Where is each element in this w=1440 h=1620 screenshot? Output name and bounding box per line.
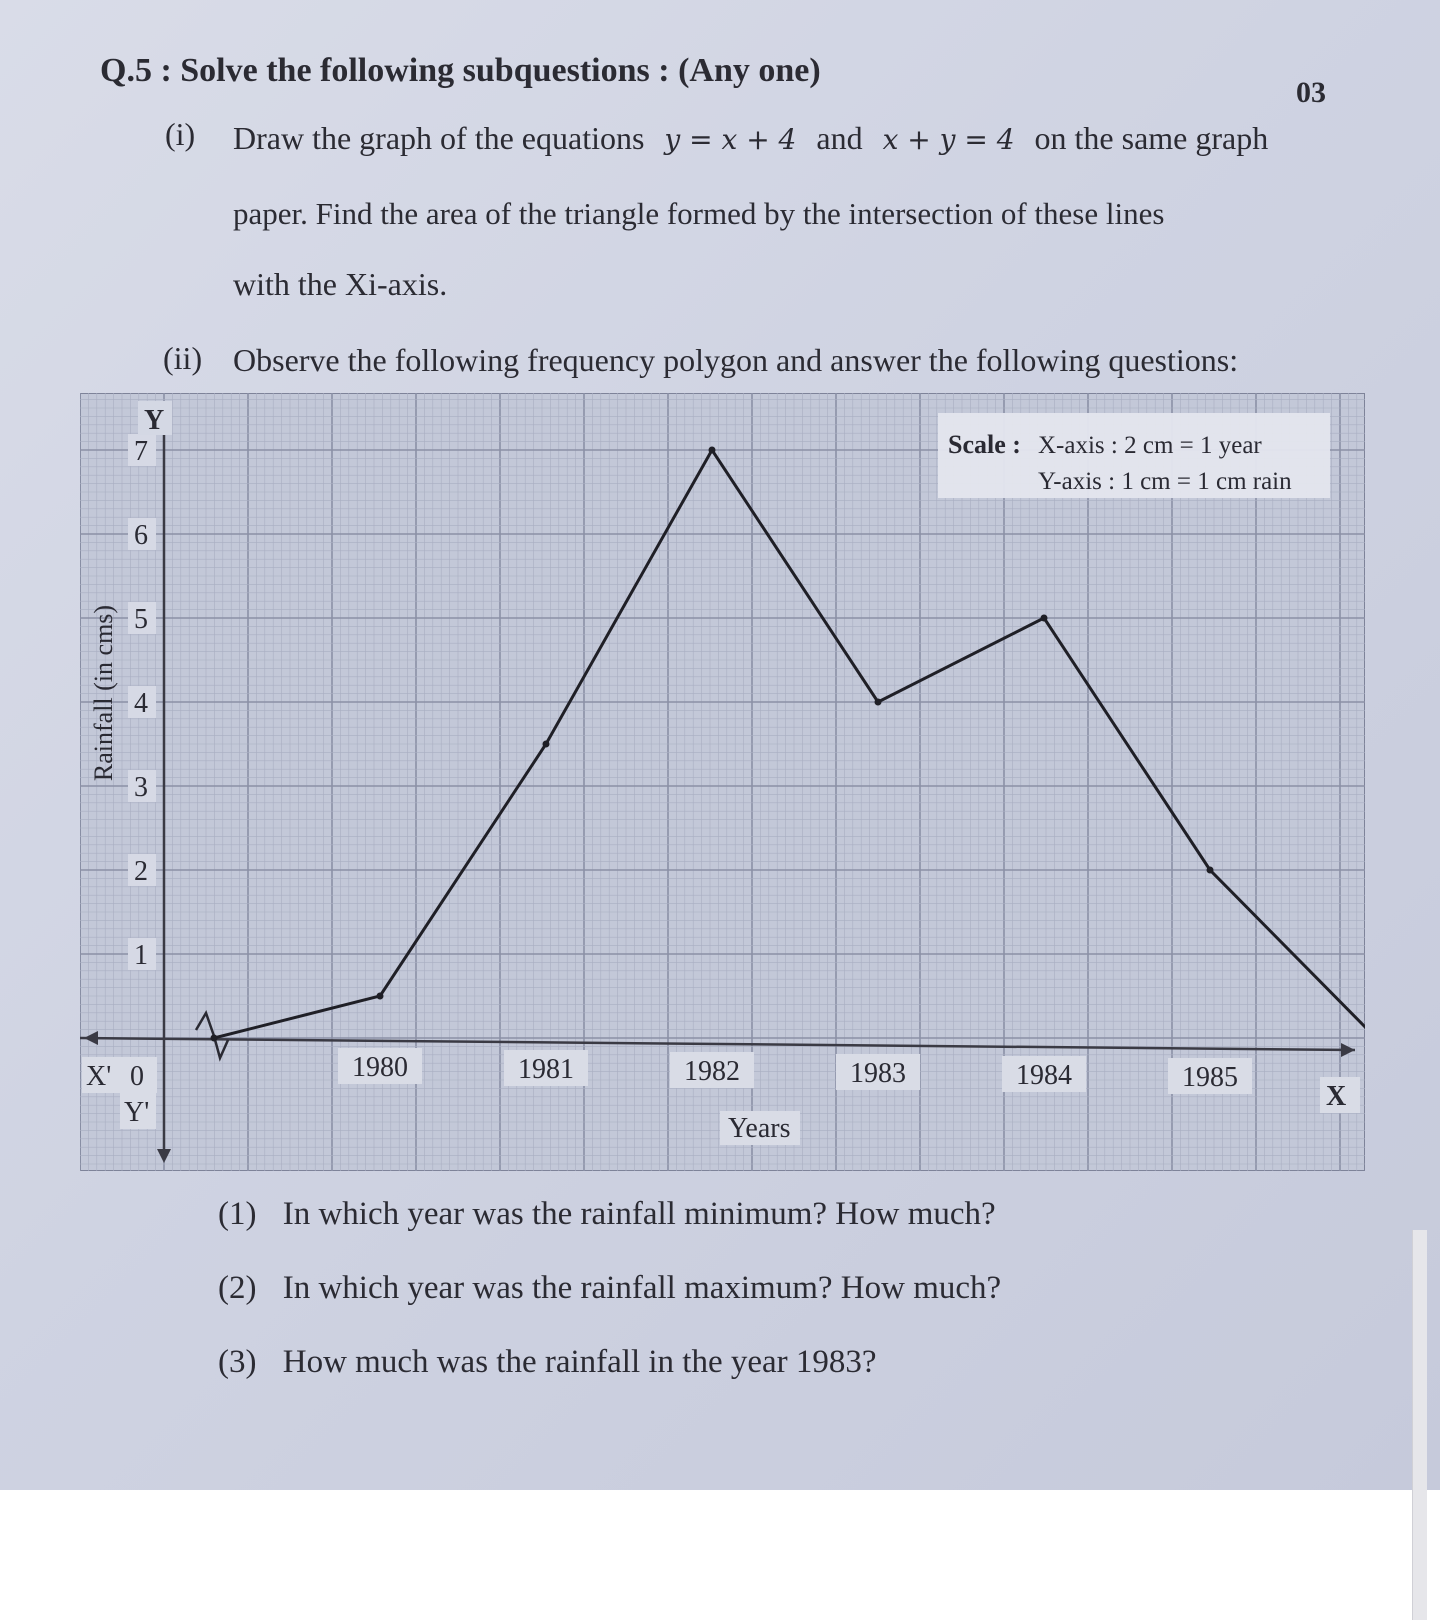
y-tick-label: 3 <box>134 772 148 803</box>
rainfall-point <box>211 1035 218 1042</box>
part-i-line3: with the Xi-axis. <box>233 266 448 302</box>
part-ii-label: (ii) <box>163 340 203 376</box>
scale-y-text: Y-axis : 1 cm = 1 cm rain <box>1038 468 1292 495</box>
part-i-text-b: and <box>816 120 863 156</box>
y-tick-label: 7 <box>134 436 148 467</box>
subquestion-1-num: (1) <box>218 1196 257 1232</box>
subquestion-3-num: (3) <box>218 1344 257 1380</box>
chart-svg <box>80 393 1365 1171</box>
y-axis-title: Rainfall (in cms) <box>89 604 118 782</box>
x-tick-label: 1980 <box>352 1052 408 1083</box>
part-ii-text: Observe the following frequency polygon and answer the following questions: <box>233 342 1239 378</box>
question-title: Q.5 : Solve the following subquestions : (Any one) <box>100 52 821 89</box>
y-tick-label: 1 <box>134 940 148 971</box>
equation-1: y = x + 4 <box>664 123 797 156</box>
equation-2: x + y = 4 <box>882 123 1015 156</box>
y-tick-label: 6 <box>134 520 148 551</box>
subquestion-2-num: (2) <box>218 1270 257 1306</box>
subquestion-3-text: How much was the rainfall in the year 1983? <box>282 1344 877 1380</box>
y-tick-label: 2 <box>134 856 148 887</box>
part-i-text-c: on the same graph <box>1034 120 1269 156</box>
origin-label: 0 <box>130 1061 144 1092</box>
y-axis-label: Y <box>144 405 165 436</box>
y-tick-label: 5 <box>134 604 148 635</box>
scale-title: Scale : <box>948 430 1021 459</box>
x-axis-title: Years <box>728 1113 791 1144</box>
rainfall-point <box>543 741 550 748</box>
part-i-text-a: Draw the graph of the equations <box>233 120 645 156</box>
frequency-polygon-chart <box>80 393 1365 1171</box>
x-tick-label: 1983 <box>850 1058 906 1089</box>
subquestion-2 <box>218 1270 1001 1307</box>
part-i-label: (i) <box>165 116 196 152</box>
x-tick-label: 1981 <box>518 1054 574 1085</box>
subquestion-3 <box>218 1344 877 1381</box>
y-tick-label: 4 <box>134 688 148 719</box>
x-axis-label: X <box>1326 1081 1347 1112</box>
subquestion-1-text: In which year was the rainfall minimum? How much? <box>282 1196 996 1232</box>
question-marks: 03 <box>1296 76 1326 109</box>
x-neg-axis-label: X' <box>86 1061 112 1092</box>
x-tick-label: 1984 <box>1016 1060 1072 1091</box>
rainfall-point <box>1207 867 1214 874</box>
part-i-line2: paper. Find the area of the triangle formed by the intersection of these lines <box>233 196 1165 231</box>
y-neg-axis-label: Y' <box>124 1097 150 1128</box>
subquestion-1 <box>218 1196 996 1233</box>
subquestion-2-text: In which year was the rainfall maximum? How much? <box>282 1270 1002 1306</box>
rainfall-point <box>709 447 716 454</box>
rainfall-point <box>875 699 882 706</box>
page-edge <box>1412 1230 1427 1620</box>
rainfall-point <box>1041 615 1048 622</box>
x-tick-label: 1982 <box>684 1056 740 1087</box>
part-i-line1 <box>233 122 1268 154</box>
x-tick-label: 1985 <box>1182 1062 1238 1093</box>
scale-x-text: X-axis : 2 cm = 1 year <box>1038 432 1262 459</box>
rainfall-point <box>377 993 384 1000</box>
